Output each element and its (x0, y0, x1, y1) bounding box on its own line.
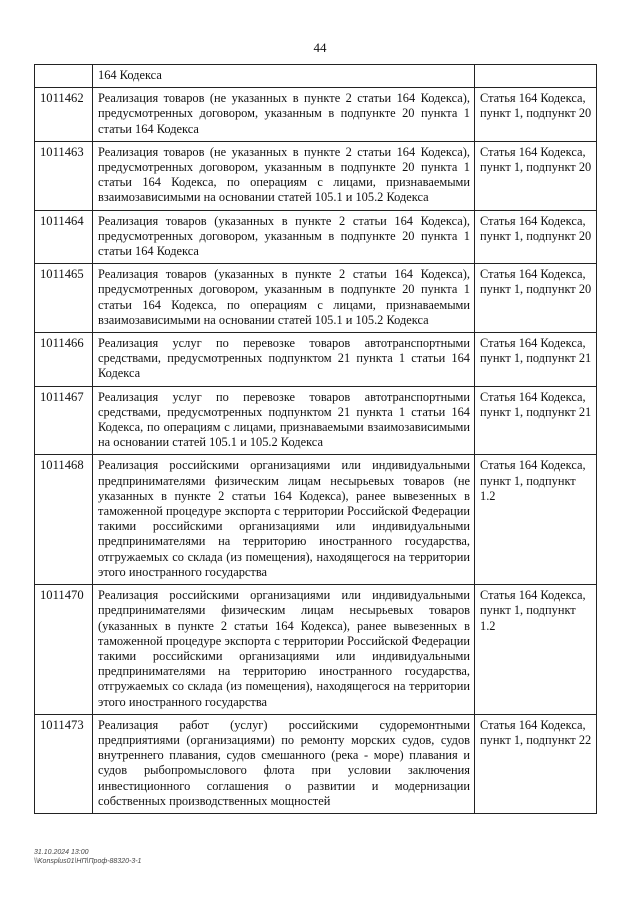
table-row (35, 714, 597, 813)
page-number: 44 (313, 40, 327, 55)
reference-cell: Статья 164 Кодекса, пункт 1, подпункт 1.2 (475, 455, 597, 585)
table-row (35, 386, 597, 455)
description-cell: Реализация российскими организациями или индивидуальными предпринимателями физическим лицам несырьевых товаров (указанных в пункте 2 статьи 164 Кодекса), ранее вывезенных в таможенной процедуре экспорта с территории Российской Федерации такими российскими организациями или индивидуальными предпринимателями на территорию иностранного государства, отгружаемых со склада (из помещения), находящегося на территории этого иностранного государства (93, 585, 475, 715)
table-row (35, 65, 597, 88)
document-footer (34, 848, 141, 866)
code-cell: 1011465 (35, 264, 93, 333)
reference-cell: Статья 164 Кодекса, пункт 1, подпункт 20 (475, 88, 597, 142)
description-cell: Реализация товаров (не указанных в пункте 2 статьи 164 Кодекса), предусмотренных договором, указанным в подпункте 20 пункта 1 статьи 164 Кодекса, по операциям с лицами, признаваемыми взаимозависимыми на основании статей 105.1 и 105.2 Кодекса (93, 141, 475, 210)
table-row (35, 264, 597, 333)
table-row (35, 210, 597, 264)
reference-cell: Статья 164 Кодекса, пункт 1, подпункт 20 (475, 210, 597, 264)
code-cell: 1011466 (35, 333, 93, 387)
code-cell: 1011464 (35, 210, 93, 264)
footer-file-path: \\Konsplus01\НП\Проф-88320-3-1 (34, 858, 142, 865)
code-cell (35, 65, 93, 88)
reference-cell: Статья 164 Кодекса, пункт 1, подпункт 22 (475, 714, 597, 813)
description-cell: Реализация товаров (указанных в пункте 2 статьи 164 Кодекса), предусмотренных договором, указанным в подпункте 20 пункта 1 статьи 164 Кодекса (93, 210, 475, 264)
code-cell: 1011468 (35, 455, 93, 585)
table-row (35, 585, 597, 715)
reference-cell: Статья 164 Кодекса, пункт 1, подпункт 20 (475, 141, 597, 210)
code-cell: 1011462 (35, 88, 93, 142)
description-cell: Реализация работ (услуг) российскими судоремонтными предприятиями (организациями) по ремонту морских судов, судов внутреннего плавания, судов смешанного (река - море) плавания и судов рыбопромыслового флота при условии заключения инвестиционного соглашения о развитии и модернизации собственных производственных мощностей (93, 714, 475, 813)
reference-cell (475, 65, 597, 88)
code-cell: 1011473 (35, 714, 93, 813)
code-cell: 1011463 (35, 141, 93, 210)
footer-timestamp: 31.10.2024 13:00 (34, 849, 89, 856)
description-cell: Реализация российскими организациями или индивидуальными предпринимателями физическим лицам несырьевых товаров (не указанных в пункте 2 статьи 164 Кодекса), ранее вывезенных в таможенной процедуре экспорта с территории Российской Федерации такими российскими организациями или индивидуальными предпринимателями на территорию иностранного государства, отгружаемых со склада (из помещения), находящегося на территории этого иностранного государства (93, 455, 475, 585)
description-cell: Реализация товаров (указанных в пункте 2 статьи 164 Кодекса), предусмотренных договором, указанным в подпункте 20 пункта 1 статьи 164 Кодекса, по операциям с лицами, признаваемыми взаимозависимыми на основании статей 105.1 и 105.2 Кодекса (93, 264, 475, 333)
reference-cell: Статья 164 Кодекса, пункт 1, подпункт 1.2 (475, 585, 597, 715)
table-row (35, 88, 597, 142)
code-cell: 1011467 (35, 386, 93, 455)
description-cell: Реализация услуг по перевозке товаров автотранспортными средствами, предусмотренных подпунктом 21 пункта 1 статьи 164 Кодекса (93, 333, 475, 387)
table-row (35, 455, 597, 585)
reference-cell: Статья 164 Кодекса, пункт 1, подпункт 21 (475, 333, 597, 387)
table-row (35, 333, 597, 387)
codes-table (34, 64, 597, 814)
reference-cell: Статья 164 Кодекса, пункт 1, подпункт 21 (475, 386, 597, 455)
code-cell: 1011470 (35, 585, 93, 715)
description-cell: Реализация товаров (не указанных в пункте 2 статьи 164 Кодекса), предусмотренных договором, указанным в подпункте 20 пункта 1 статьи 164 Кодекса (93, 88, 475, 142)
table-row (35, 141, 597, 210)
reference-cell: Статья 164 Кодекса, пункт 1, подпункт 20 (475, 264, 597, 333)
description-cell: 164 Кодекса (93, 65, 475, 88)
description-cell: Реализация услуг по перевозке товаров автотранспортными средствами, предусмотренных подпунктом 21 пункта 1 статьи 164 Кодекса, по операциям с лицами, признаваемыми взаимозависимыми на основании статей 105.1 и 105.2 Кодекса (93, 386, 475, 455)
codes-table-body (35, 65, 597, 814)
